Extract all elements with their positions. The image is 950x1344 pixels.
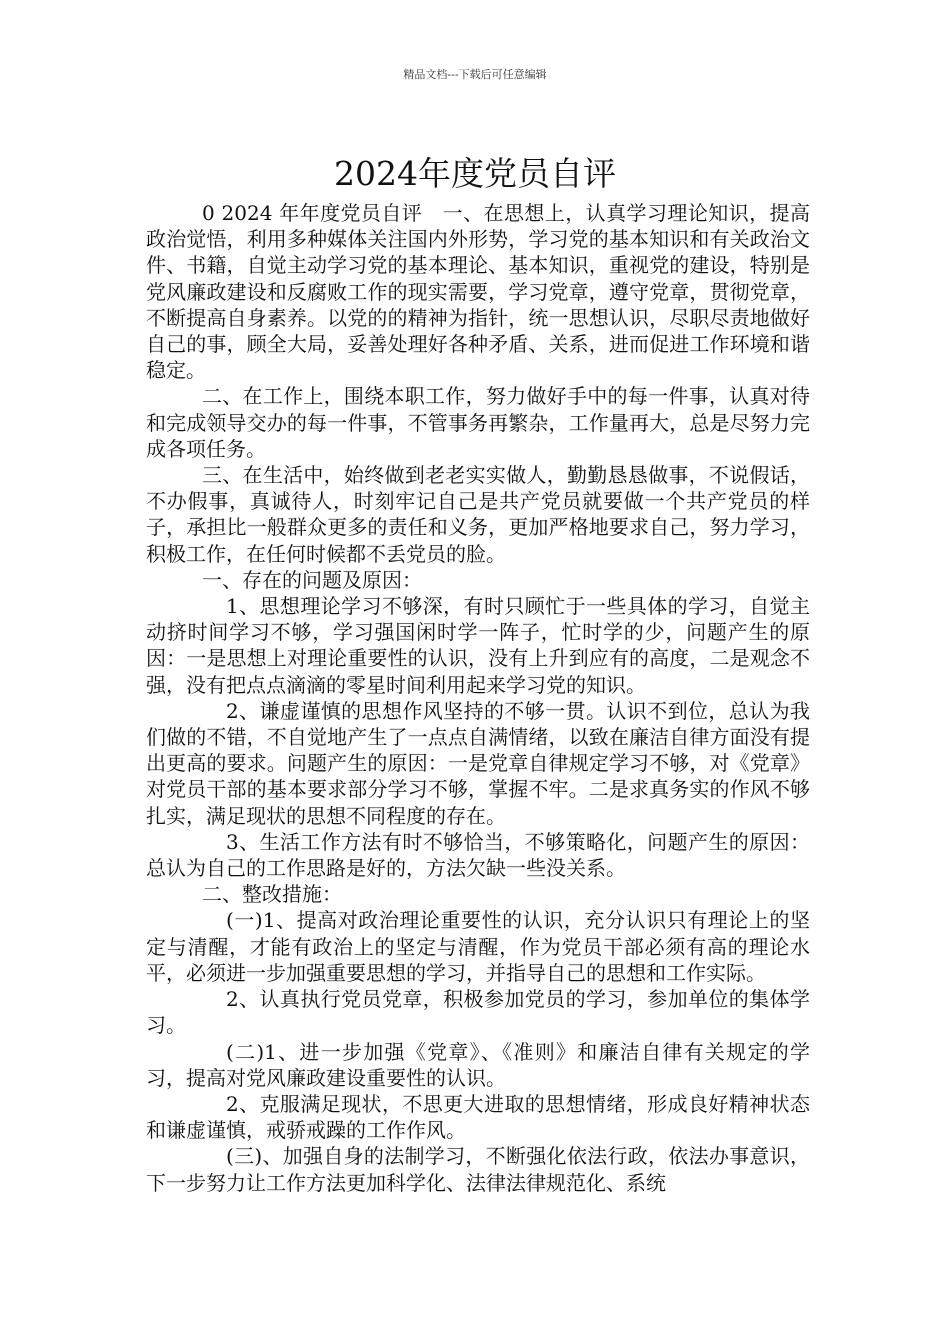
paragraph-measure-2-2: 2、克服满足现状，不思更大进取的思想情绪，形成良好精神状态和谦虚谨慎，戒骄戒躁的工作作风。 [146, 1091, 810, 1143]
paragraph-life: 三、在生活中，始终做到老老实实做人，勤勤恳恳做事，不说假话，不办假事，真诚待人，时刻牢记自己是共产党员就要做一个共产党员的样子，承担比一般群众更多的责任和义务，更加严格地要求自己，努力学习，积极工作，在任何时候都不丢党员的脸。 [146, 463, 810, 566]
paragraph-measure-1-1: (一)1、提高对政治理论重要性的认识，充分认识只有理论上的坚定与清醒，才能有政治上的坚定与清醒，作为党员干部必须有高的理论水平，必须进一步加强重要思想的学习，并指导自己的思想和工作实际。 [146, 908, 810, 985]
document-title: 2024年度党员自评 [334, 154, 616, 194]
section-heading-problems: 一、存在的问题及原因： [202, 567, 422, 592]
paragraph-problem-3: 3、生活工作方法有时不够恰当，不够策略化，问题产生的原因：总认为自己的工作思路是好的，方法欠缺一些没关系。 [146, 829, 810, 881]
paragraph-measure-2-1: (二)1、进一步加强《党章》、《准则》和廉洁自律有关规定的学习，提高对党风廉政建设重要性的认识。 [146, 1039, 810, 1090]
paragraph-problem-2: 2、谦虚谨慎的思想作风坚持的不够一贯。认识不到位，总认为我们做的不错，不自觉地产生了一点点自满情绪，以致在廉洁自律方面没有提出更高的要求。问题产生的原因：一是党章自律规定学习不够，对《党章》对党员干部的基本要求部分学习不够，掌握不牢。二是求真务实的作风不够扎实，满足现状的思想不同程度的存在。 [146, 698, 810, 828]
paragraph-measure-1-2: 2、认真执行党员党章，积极参加党员的学习，参加单位的集体学习。 [146, 987, 810, 1038]
paragraph-problem-1: 1、思想理论学习不够深，有时只顾忙于一些具体的学习，自觉主动挤时间学习不够，学习强国闲时学一阵子，忙时学的少，问题产生的原因：一是思想上对理论重要性的认识，没有上升到应有的高度，二是观念不强，没有把点点滴滴的零星时间利用起来学习党的知识。 [146, 594, 810, 697]
paragraph-measure-3: (三)、加强自身的法制学习，不断强化依法行政，依法办事意识，下一步努力让工作方法更加科学化、法律法律规范化、系统 [146, 1144, 810, 1195]
paragraph-work: 二、在工作上，围绕本职工作，努力做好手中的每一件事，认真对待和完成领导交办的每一件事，不管事务再繁杂，工作量再大，总是尽努力完成各项任务。 [146, 384, 810, 461]
paragraph-intro: 0 2024 年年度党员自评 一、在思想上，认真学习理论知识，提高政治觉悟，利用多种媒体关注国内外形势，学习党的基本知识和有关政治文件、书籍，自觉主动学习党的基本理论、基本知识，重视党的建设，特别是党风廉政建设和反腐败工作的现实需要，学习党章，遵守党章，贯彻党章，不断提高自身素养。以党的的精神为指针，统一思想认识，尽职尽责地做好自己的事，顾全大局，妥善处理好各种矛盾、关系，进而促进工作环境和谐稳定。 [146, 201, 810, 383]
section-heading-measures: 二、整改措施： [202, 882, 342, 907]
page-header: 精品文档---下载后可任意编辑 [403, 68, 547, 81]
document-body [146, 200, 810, 1196]
